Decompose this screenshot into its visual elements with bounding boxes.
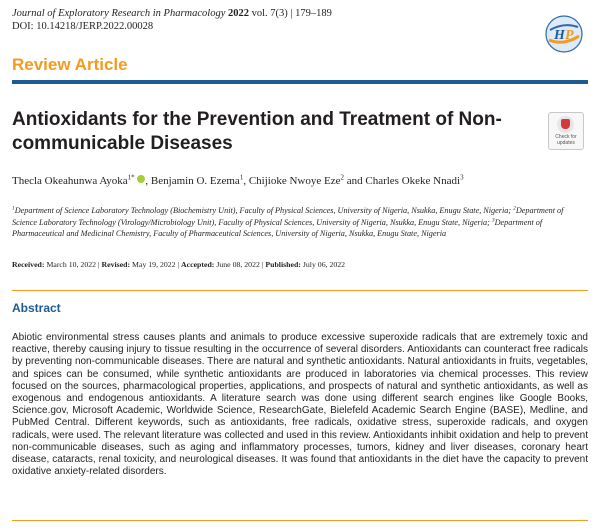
affiliation-text: Department of Science Laboratory Technology (Virology/Microbiology Unit), Faculty of Physical Sciences, University of Nigeria, Nsukka, Enugu State, Nigeria; — [12, 206, 564, 227]
author-affiliation-sup: 1* — [127, 173, 135, 182]
author-name[interactable]: Charles Okeke Nnadi — [365, 175, 461, 187]
revised-label: Revised: — [101, 260, 131, 269]
check-badge-line1: Check for — [555, 134, 577, 140]
journal-volume: vol. 7(3) — [251, 8, 288, 19]
author-name[interactable]: Thecla Okeahunwa Ayoka — [12, 175, 128, 187]
author-list — [12, 174, 464, 188]
author-name[interactable]: Chijioke Nwoye Eze — [248, 175, 341, 187]
author-affiliation-sup: 3 — [460, 173, 464, 182]
article-type-label: Review Article — [12, 55, 128, 74]
revised-date: May 19, 2022 — [132, 260, 176, 269]
doi[interactable]: DOI: 10.14218/JERP.2022.00028 — [12, 21, 154, 32]
published-label: Published: — [265, 260, 301, 269]
author-affiliation-sup: 1 — [239, 173, 244, 182]
date-separator: | — [261, 260, 264, 269]
affiliation-sup: 1 — [12, 205, 15, 212]
svg-text:P: P — [565, 28, 574, 43]
journal-citation — [12, 8, 332, 20]
received-label: Received: — [12, 260, 45, 269]
bookmark-icon — [561, 119, 570, 129]
abstract-text: Abiotic environmental stress causes plants and animals to produce excessive superoxide radicals that are extremely toxic and reactive, thereby causing injury to tissue resulting in the occurrence of several disorders. Antioxidants can counteract free radicals by preventing non-communicable diseases. There are natural and synthetic antioxidants. Natural antioxidants in fruits, vegetables, and spices can be consumed, while synthetic antioxidants are produced in laboratories via chemical processes. This review focused on the sources, pharmacological properties, applications, and prospects of natural and synthetic antioxidants, as well as exogenous and endogenous antioxidants. A literature search was done using different search engines like Google Books, Science.gov, Microsoft Academic, Worldwide Science, ResearchGate, Bielefeld Academic Search Engine (BASE), Medline, and PubMed Central. Different keywords, such as antioxidants, free radicals, oxidative stress, superoxide radicals, and oxygen radicals, were used. The relevant literature was collected and used in this review. Antioxidants inhibit oxidation and help to prevent non-communicable diseases, such as aging and inflammatory processes, tumors, kidney and liver diseases, coronary heart disease, cataracts, renal toxicity, and neurological diseases. It was found that antioxidants in the diet have the capacity to prevent oxidative anxiety-related disorders. — [12, 332, 588, 478]
published-date: July 06, 2022 — [302, 260, 346, 269]
affiliation-sup: 3 — [491, 216, 495, 223]
date-separator: | — [97, 260, 100, 269]
journal-name: Journal of Exploratory Research in Pharmacology — [12, 8, 226, 19]
svg-text:H: H — [554, 28, 565, 43]
article-dates — [12, 260, 345, 270]
author-separator: , — [145, 175, 151, 187]
journal-logo-icon — [544, 14, 584, 54]
author-name[interactable]: Benjamin O. Ezema — [150, 175, 240, 187]
abstract-heading: Abstract — [12, 301, 61, 315]
check-for-updates-icon[interactable] — [548, 112, 584, 150]
received-date: March 10, 2022 — [46, 260, 97, 269]
affiliation-text: Department of Science Laboratory Technology (Biochemistry Unit), Faculty of Physical Sciences, University of Nigeria, Nsukka, Enugu State, Nigeria; — [14, 206, 514, 215]
journal-year: 2022 — [228, 8, 249, 19]
article-title: Antioxidants for the Prevention and Treatment of Non-communicable Diseases — [12, 109, 502, 154]
journal-pages: 179–189 — [295, 8, 332, 19]
affiliations — [12, 205, 588, 240]
author-separator: , — [243, 175, 249, 187]
citation-separator: | — [290, 8, 293, 19]
abstract-rule-top — [12, 290, 588, 291]
accepted-label: Accepted: — [181, 260, 215, 269]
author-affiliation-sup: 2 — [340, 173, 344, 182]
author-separator: and — [343, 175, 366, 187]
check-badge-line2: updates — [557, 140, 575, 146]
header-rule — [12, 80, 588, 84]
check-badge-text — [549, 134, 583, 146]
affiliation-sup: 2 — [513, 205, 516, 212]
journal-hp-logo — [544, 14, 584, 54]
affiliation-text: Department of Pharmaceutical and Medicinal Chemistry, Faculty of Pharmaceutical Sciences, University of Nigeria, Nsukka, Enugu State, Nigeria — [12, 217, 543, 238]
abstract-rule-bottom — [12, 520, 588, 521]
date-separator: | — [177, 260, 180, 269]
accepted-date: June 08, 2022 — [216, 260, 260, 269]
